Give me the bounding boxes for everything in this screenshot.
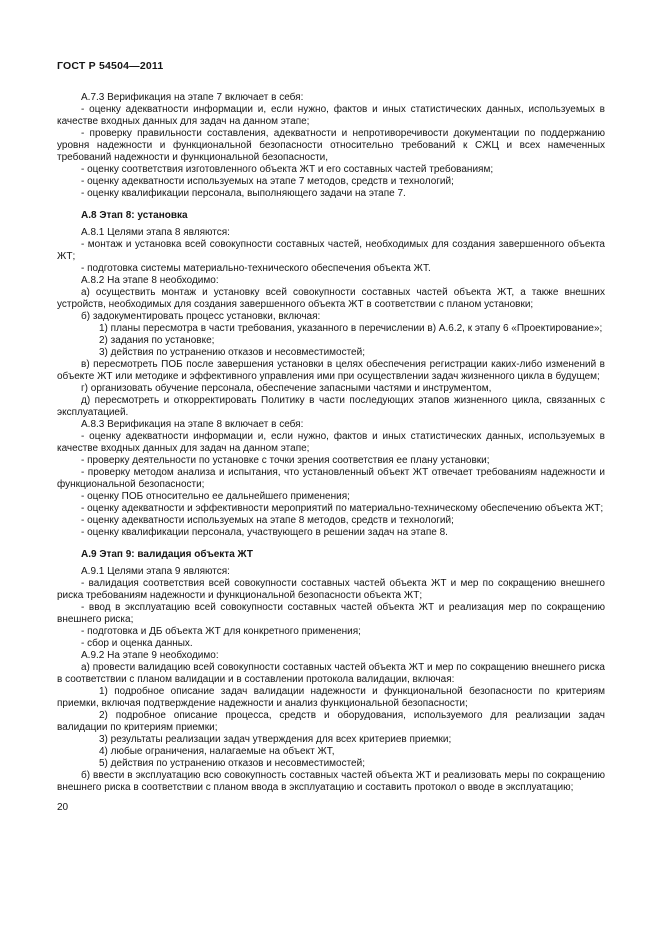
page-number: 20 — [57, 802, 69, 813]
paragraph: - оценку адекватности информации и, если нужно, фактов и иных статистических данных, используемых в качестве входных данных для задач на данном этапе; — [57, 431, 605, 454]
numbered-sub-item: 2) подробное описание процесса, средств и оборудования, используемого для реализации задач валидации по критериям приемки; — [57, 710, 605, 733]
paragraph: А.8.3 Верификация на этапе 8 включает в себя: — [81, 419, 304, 430]
paragraph: - оценку адекватности используемых на этапе 7 методов, средств и технологий; — [81, 176, 454, 187]
paragraph: - проверку правильности составления, адекватности и непротиворечивости документации по поддержанию уровня надежности и функциональной безопасности относительно требований к СЖЦ и всех намеченных требований надежности и функциональной безопасности, — [57, 128, 605, 163]
numbered-sub-item: 3) результаты реализации задач утверждения для всех критериев приемки; — [99, 734, 452, 745]
document-header: ГОСТ Р 54504—2011 — [57, 60, 164, 72]
paragraph: б) ввести в эксплуатацию всю совокупность составных частей объекта ЖТ и реализовать меры по сокращению внешнего риска в соответствии с планом ввода в эксплуатацию и составить протокол о вводе в эксплуатацию; — [57, 770, 605, 793]
paragraph: г) организовать обучение персонала, обеспечение запасными частями и инструментом, — [81, 383, 492, 394]
paragraph: А.9.1 Целями этапа 9 являются: — [81, 566, 230, 577]
paragraph: - проверку деятельности по установке с точки зрения соответствия ее плану установки; — [81, 455, 490, 466]
numbered-sub-item: 2) задания по установке; — [99, 335, 215, 346]
paragraph: А.7.3 Верификация на этапе 7 включает в себя: — [81, 92, 304, 103]
paragraph: - валидация соответствия всей совокупности составных частей объекта ЖТ и мер по сокращению внешнего риска требованиям надежности и функциональной безопасности объекта ЖТ; — [57, 578, 605, 601]
document-body — [57, 92, 605, 794]
paragraph: - оценку адекватности и эффективности мероприятий по материально-техническому обеспечению объекта ЖТ; — [81, 503, 604, 514]
numbered-sub-item: 4) любые ограничения, налагаемые на объект ЖТ, — [99, 746, 335, 757]
numbered-sub-item: 5) действия по устранению отказов и несовместимостей; — [99, 758, 365, 769]
paragraph: А.8.2 На этапе 8 необходимо: — [81, 275, 219, 286]
paragraph: а) провести валидацию всей совокупности составных частей объекта ЖТ и мер по сокращению внешнего риска в соответствии с планом валидации и в составлении протокола валидации, включая: — [57, 662, 605, 685]
numbered-sub-item: 3) действия по устранению отказов и несовместимостей; — [99, 347, 365, 358]
paragraph: а) осуществить монтаж и установку всей совокупности составных частей объекта ЖТ, а также внешних устройств, необходимых для создания завершенного объекта ЖТ в соответствии с планом установки; — [57, 287, 605, 310]
paragraph: - оценку ПОБ относительно ее дальнейшего применения; — [81, 491, 350, 502]
section-heading: А.9 Этап 9: валидация объекта ЖТ — [81, 549, 253, 560]
numbered-sub-item: 1) подробное описание задач валидации надежности и функциональной безопасности по критериям приемки, включая подтверждение надежности и анализ функциональной безопасности; — [57, 686, 605, 709]
paragraph: в) пересмотреть ПОБ после завершения установки в целях обеспечения регистрации каких-либо изменений в объекте ЖТ или методике и эффективного управления ими при осуществлении задач жизненного цикла в будущем; — [57, 359, 605, 382]
paragraph: А.9.2 На этапе 9 необходимо: — [81, 650, 219, 661]
numbered-sub-item: 1) планы пересмотра в части требования, указанного в перечислении в) А.6.2, к этапу 6 «Проектирование»; — [99, 323, 603, 334]
paragraph: - монтаж и установка всей совокупности составных частей, необходимых для создания завершенного объекта ЖТ; — [57, 239, 605, 262]
paragraph: А.8.1 Целями этапа 8 являются: — [81, 227, 230, 238]
paragraph: - ввод в эксплуатацию всей совокупности составных частей объекта ЖТ и реализация мер по сокращению внешнего риска; — [57, 602, 605, 625]
paragraph: - оценку соответствия изготовленного объекта ЖТ и его составных частей требованиям; — [81, 164, 494, 175]
paragraph: - оценку квалификации персонала, участвующего в решении задач на этапе 8. — [81, 527, 448, 538]
paragraph: д) пересмотреть и откорректировать Политику в части последующих этапов жизненного цикла, связанных с эксплуатацией. — [57, 395, 605, 418]
paragraph: - оценку адекватности информации и, если нужно, фактов и иных статистических данных, используемых в качестве входных данных для задач на данном этапе; — [57, 104, 605, 127]
paragraph: - сбор и оценка данных. — [81, 638, 193, 649]
paragraph: - проверку методом анализа и испытания, что установленный объект ЖТ отвечает требованиям надежности и функциональной безопасности; — [57, 467, 605, 490]
paragraph: - подготовка и ДБ объекта ЖТ для конкретного применения; — [81, 626, 361, 637]
paragraph: б) задокументировать процесс установки, включая: — [81, 311, 321, 322]
section-heading: А.8 Этап 8: установка — [81, 210, 188, 221]
paragraph: - подготовка системы материально-технического обеспечения объекта ЖТ. — [81, 263, 431, 274]
paragraph: - оценку квалификации персонала, выполняющего задачи на этапе 7. — [81, 188, 406, 199]
paragraph: - оценку адекватности используемых на этапе 8 методов, средств и технологий; — [81, 515, 454, 526]
